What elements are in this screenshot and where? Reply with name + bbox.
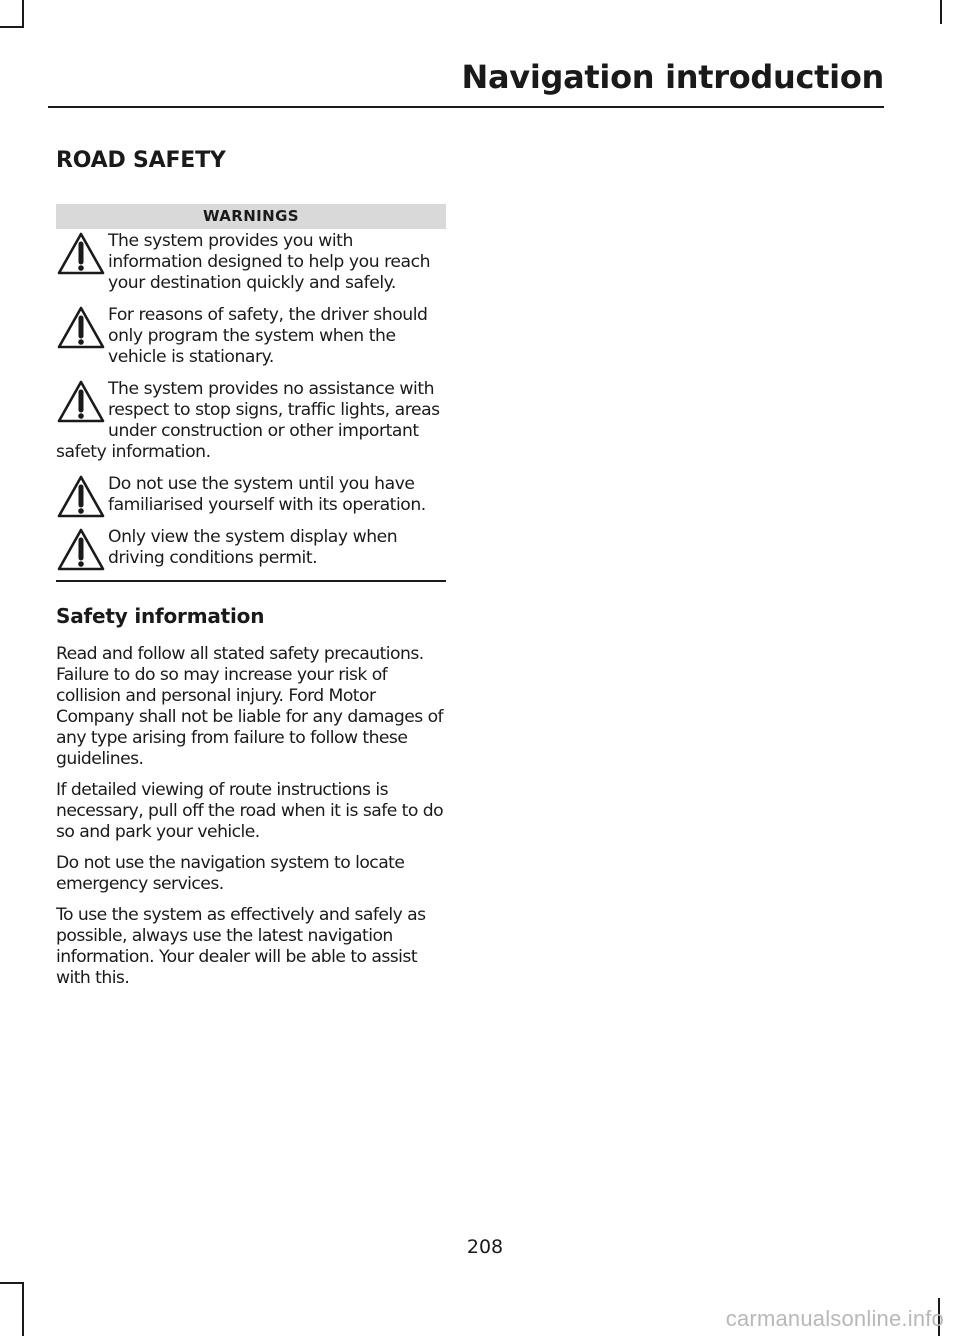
safety-information-title: Safety information <box>56 604 265 628</box>
warning-text: For reasons of safety, the driver should only program the system when the vehicle is stationary. <box>108 305 428 367</box>
page-number: 208 <box>466 1236 504 1258</box>
warning-text: Do not use the system until you have familiarised yourself with its operation. <box>108 474 426 515</box>
crop-mark-top-right <box>940 0 942 24</box>
warning-item <box>56 231 446 294</box>
page-header-title: Navigation introduction <box>461 58 884 96</box>
safety-paragraph: To use the system as effectively and safely as possible, always use the latest navigation information. Your dealer will be able to assist with this. <box>56 905 426 988</box>
main-column <box>56 146 446 999</box>
warnings-list <box>56 231 446 569</box>
warning-item <box>56 474 446 516</box>
safety-paragraph: If detailed viewing of route instructions is necessary, pull off the road when it is safe to do so and park your vehicle. <box>56 780 444 842</box>
warnings-header: WARNINGS <box>56 204 446 229</box>
warning-triangle-icon <box>56 231 106 276</box>
warning-item <box>56 305 446 368</box>
safety-paragraph: Read and follow all stated safety precautions. Failure to do so may increase your risk of collision and personal injury. Ford Motor Company shall not be liable for any damages of any type arising from failure to follow these guidelines. <box>56 644 444 769</box>
section-title: ROAD SAFETY <box>56 148 226 173</box>
warnings-end-rule <box>56 580 446 582</box>
safety-paragraph: Do not use the navigation system to locate emergency services. <box>56 853 405 894</box>
warning-triangle-icon <box>56 527 106 572</box>
warning-item <box>56 379 446 463</box>
watermark: carmanualsonline.info <box>725 1306 944 1331</box>
warning-triangle-icon <box>56 305 106 350</box>
warning-triangle-icon <box>56 474 106 519</box>
warning-text: The system provides you with information designed to help you reach your destination quickly and safely. <box>108 231 431 293</box>
crop-mark-top-left <box>22 0 24 28</box>
header-rule <box>48 106 884 108</box>
warning-item <box>56 527 446 569</box>
crop-mark-bottom-left <box>0 1282 24 1284</box>
crop-mark-bottom-left <box>22 1282 24 1336</box>
warning-text: Only view the system display when driving conditions permit. <box>108 527 398 568</box>
warning-text: The system provides no assistance with respect to stop signs, traffic lights, areas under construction or other important safety information. <box>56 379 440 462</box>
crop-mark-top-left <box>0 26 24 28</box>
warning-triangle-icon <box>56 379 106 424</box>
